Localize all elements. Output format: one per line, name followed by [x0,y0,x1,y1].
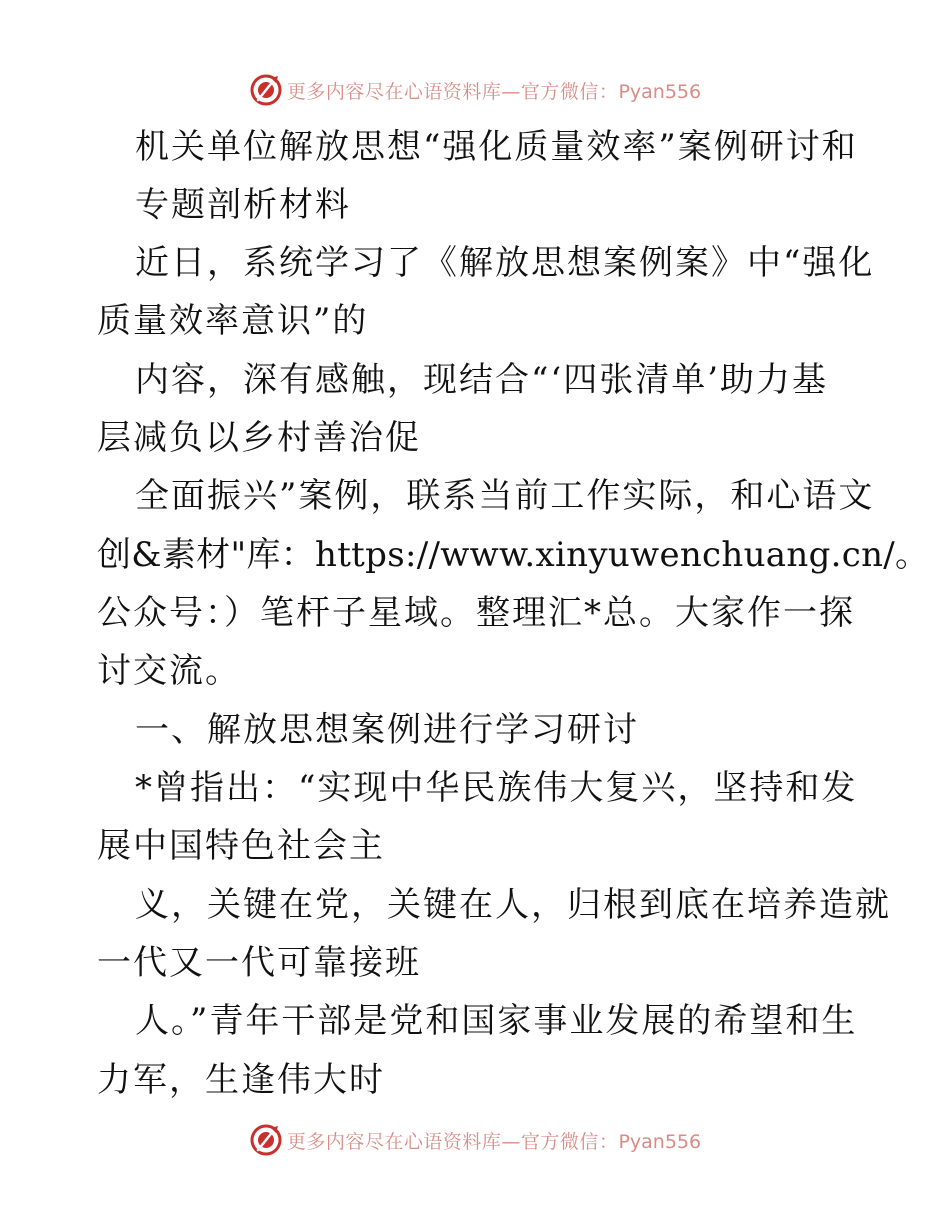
section-heading: 一、解放思想案例进行学习研讨 [135,710,639,750]
watermark-dash: — [501,80,521,103]
paragraph-line: 层减负以乡村善治促 [97,418,421,458]
watermark-brand: 更多内容尽在心语资料库 [286,1130,502,1153]
paragraph-line: 讨交流。 [97,651,241,691]
paragraph-line: 一代又一代可靠接班 [97,943,421,983]
watermark-official: 官方微信： [520,80,619,103]
paragraph-line: 质量效率意识”的 [97,301,369,341]
paragraph-line: 全面振兴”案例，联系当前工作实际，和心语文 [135,476,875,516]
watermark-text [287,1127,701,1154]
watermark-id: Pyan556 [618,1130,702,1153]
watermark-text [287,77,701,104]
paragraph-line: 展中国特色社会主 [97,826,385,866]
paragraph-line: 近日，系统学习了《解放思想案例案》中“强化 [135,243,875,283]
paragraph-line: 义，关键在党，关键在人，归根到底在培养造就 [135,885,891,925]
footer-watermark [0,1120,950,1160]
pen-logo-icon [249,1123,283,1157]
watermark-brand: 更多内容尽在心语资料库 [286,80,502,103]
title-line-2: 专题剖析材料 [135,185,351,225]
pen-logo-icon [249,73,283,107]
paragraph-line: 公众号：）笔杆子星域。整理汇*总。大家作一探 [97,593,855,633]
paragraph-line: 人。”青年干部是党和国家事业发展的希望和生 [135,1001,858,1041]
watermark-id: Pyan556 [618,80,702,103]
paragraph-line-url: 创&素材"库：https://www.xinyuwenchuang.cn/。 [97,535,930,575]
header-watermark [0,70,950,110]
paragraph-line: *曾指出：“实现中华民族伟大复兴，坚持和发 [135,768,858,808]
title-line-1: 机关单位解放思想“强化质量效率”案例研讨和 [135,127,858,167]
watermark-official: 官方微信： [520,1130,619,1153]
watermark-dash: — [501,1130,521,1153]
paragraph-line: 内容，深有感触，现结合“‘四张清单’助力基 [135,360,828,400]
paragraph-line: 力军，生逢伟大时 [97,1060,385,1100]
